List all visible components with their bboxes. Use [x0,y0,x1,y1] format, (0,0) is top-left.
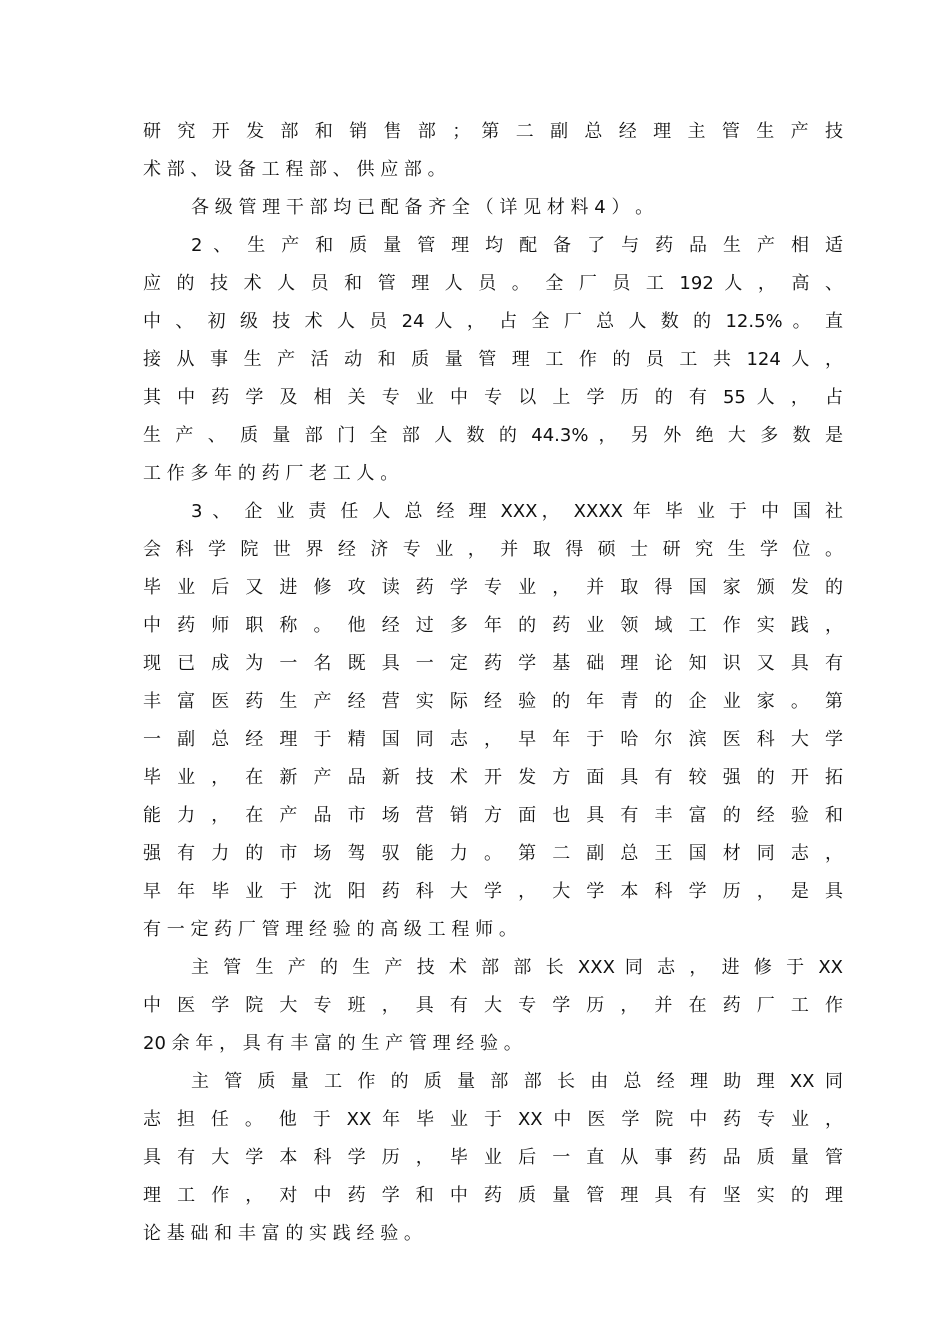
text-line: 主 管 质 量 工 作 的 质 量 部 部 长 由 总 经 理 助 理 XX 同 [191,1071,843,1092]
text-line: 具 有 大 学 本 科 学 历 ， 毕 业 后 一 直 从 事 药 品 质 量 管 [143,1147,843,1168]
text-line: 主 管 生 产 的 生 产 技 术 部 部 长 XXX 同 志 ， 进 修 于 XX [191,957,843,978]
text-line: 早 年 毕 业 于 沈 阳 药 科 大 学 ， 大 学 本 科 学 历 ， 是 具 [143,881,843,902]
text-line: 应 的 技 术 人 员 和 管 理 人 员 。 全 厂 员 工 192 人 ， 高 、 [143,273,843,294]
text-line: 工 作 多 年 的 药 厂 老 工 人 。 [143,463,399,484]
text-line: 研 究 开 发 部 和 销 售 部 ； 第 二 副 总 经 理 主 管 生 产 技 [143,121,843,142]
text-line: 强 有 力 的 市 场 驾 驭 能 力 。 第 二 副 总 王 国 材 同 志 ， [143,843,843,864]
text-line: 论 基 础 和 丰 富 的 实 践 经 验 。 [143,1223,422,1244]
text-line: 各 级 管 理 干 部 均 已 配 备 齐 全 （ 详 见 材 料 4 ） 。 [191,197,654,218]
text-line: 中 医 学 院 大 专 班 ， 具 有 大 专 学 历 ， 并 在 药 厂 工 作 [143,995,843,1016]
document-body [143,113,843,1253]
text-line: 3 、 企 业 责 任 人 总 经 理 XXX， XXXX 年 毕 业 于 中 国 社 [191,501,843,522]
text-line: 现 已 成 为 一 名 既 具 一 定 药 学 基 础 理 论 知 识 又 具 有 [143,653,843,674]
text-line: 会 科 学 院 世 界 经 济 专 业 ， 并 取 得 硕 士 研 究 生 学 位 。 [143,539,843,560]
text-line: 20 余 年 ， 具 有 丰 富 的 生 产 管 理 经 验 。 [143,1033,522,1054]
text-line: 有 一 定 药 厂 管 理 经 验 的 高 级 工 程 师 。 [143,919,517,940]
text-line: 能 力 ， 在 产 品 市 场 营 销 方 面 也 具 有 丰 富 的 经 验 和 [143,805,843,826]
text-line: 2 、 生 产 和 质 量 管 理 均 配 备 了 与 药 品 生 产 相 适 [191,235,843,256]
text-line: 中 药 师 职 称 。 他 经 过 多 年 的 药 业 领 域 工 作 实 践 ， [143,615,843,636]
text-line: 理 工 作 ， 对 中 药 学 和 中 药 质 量 管 理 具 有 坚 实 的 理 [143,1185,843,1206]
text-line: 中 、 初 级 技 术 人 员 24 人 ， 占 全 厂 总 人 数 的 12.5% 。 直 [143,311,843,332]
text-line: 术 部 、 设 备 工 程 部 、 供 应 部 。 [143,159,446,180]
text-line: 其 中 药 学 及 相 关 专 业 中 专 以 上 学 历 的 有 55 人 ， 占 [143,387,843,408]
text-line: 接 从 事 生 产 活 动 和 质 量 管 理 工 作 的 员 工 共 124 人 ， [143,349,843,370]
text-line: 志 担 任 。 他 于 XX 年 毕 业 于 XX 中 医 学 院 中 药 专 业 ， [143,1109,843,1130]
text-line: 丰 富 医 药 生 产 经 营 实 际 经 验 的 年 青 的 企 业 家 。 第 [143,691,843,712]
text-line: 一 副 总 经 理 于 精 国 同 志 ， 早 年 于 哈 尔 滨 医 科 大 学 [143,729,843,750]
text-line: 毕 业 后 又 进 修 攻 读 药 学 专 业 ， 并 取 得 国 家 颁 发 的 [143,577,843,598]
text-line: 毕 业 ， 在 新 产 品 新 技 术 开 发 方 面 具 有 较 强 的 开 拓 [143,767,843,788]
text-line: 生 产 、 质 量 部 门 全 部 人 数 的 44.3% ， 另 外 绝 大 多 数 是 [143,425,843,446]
